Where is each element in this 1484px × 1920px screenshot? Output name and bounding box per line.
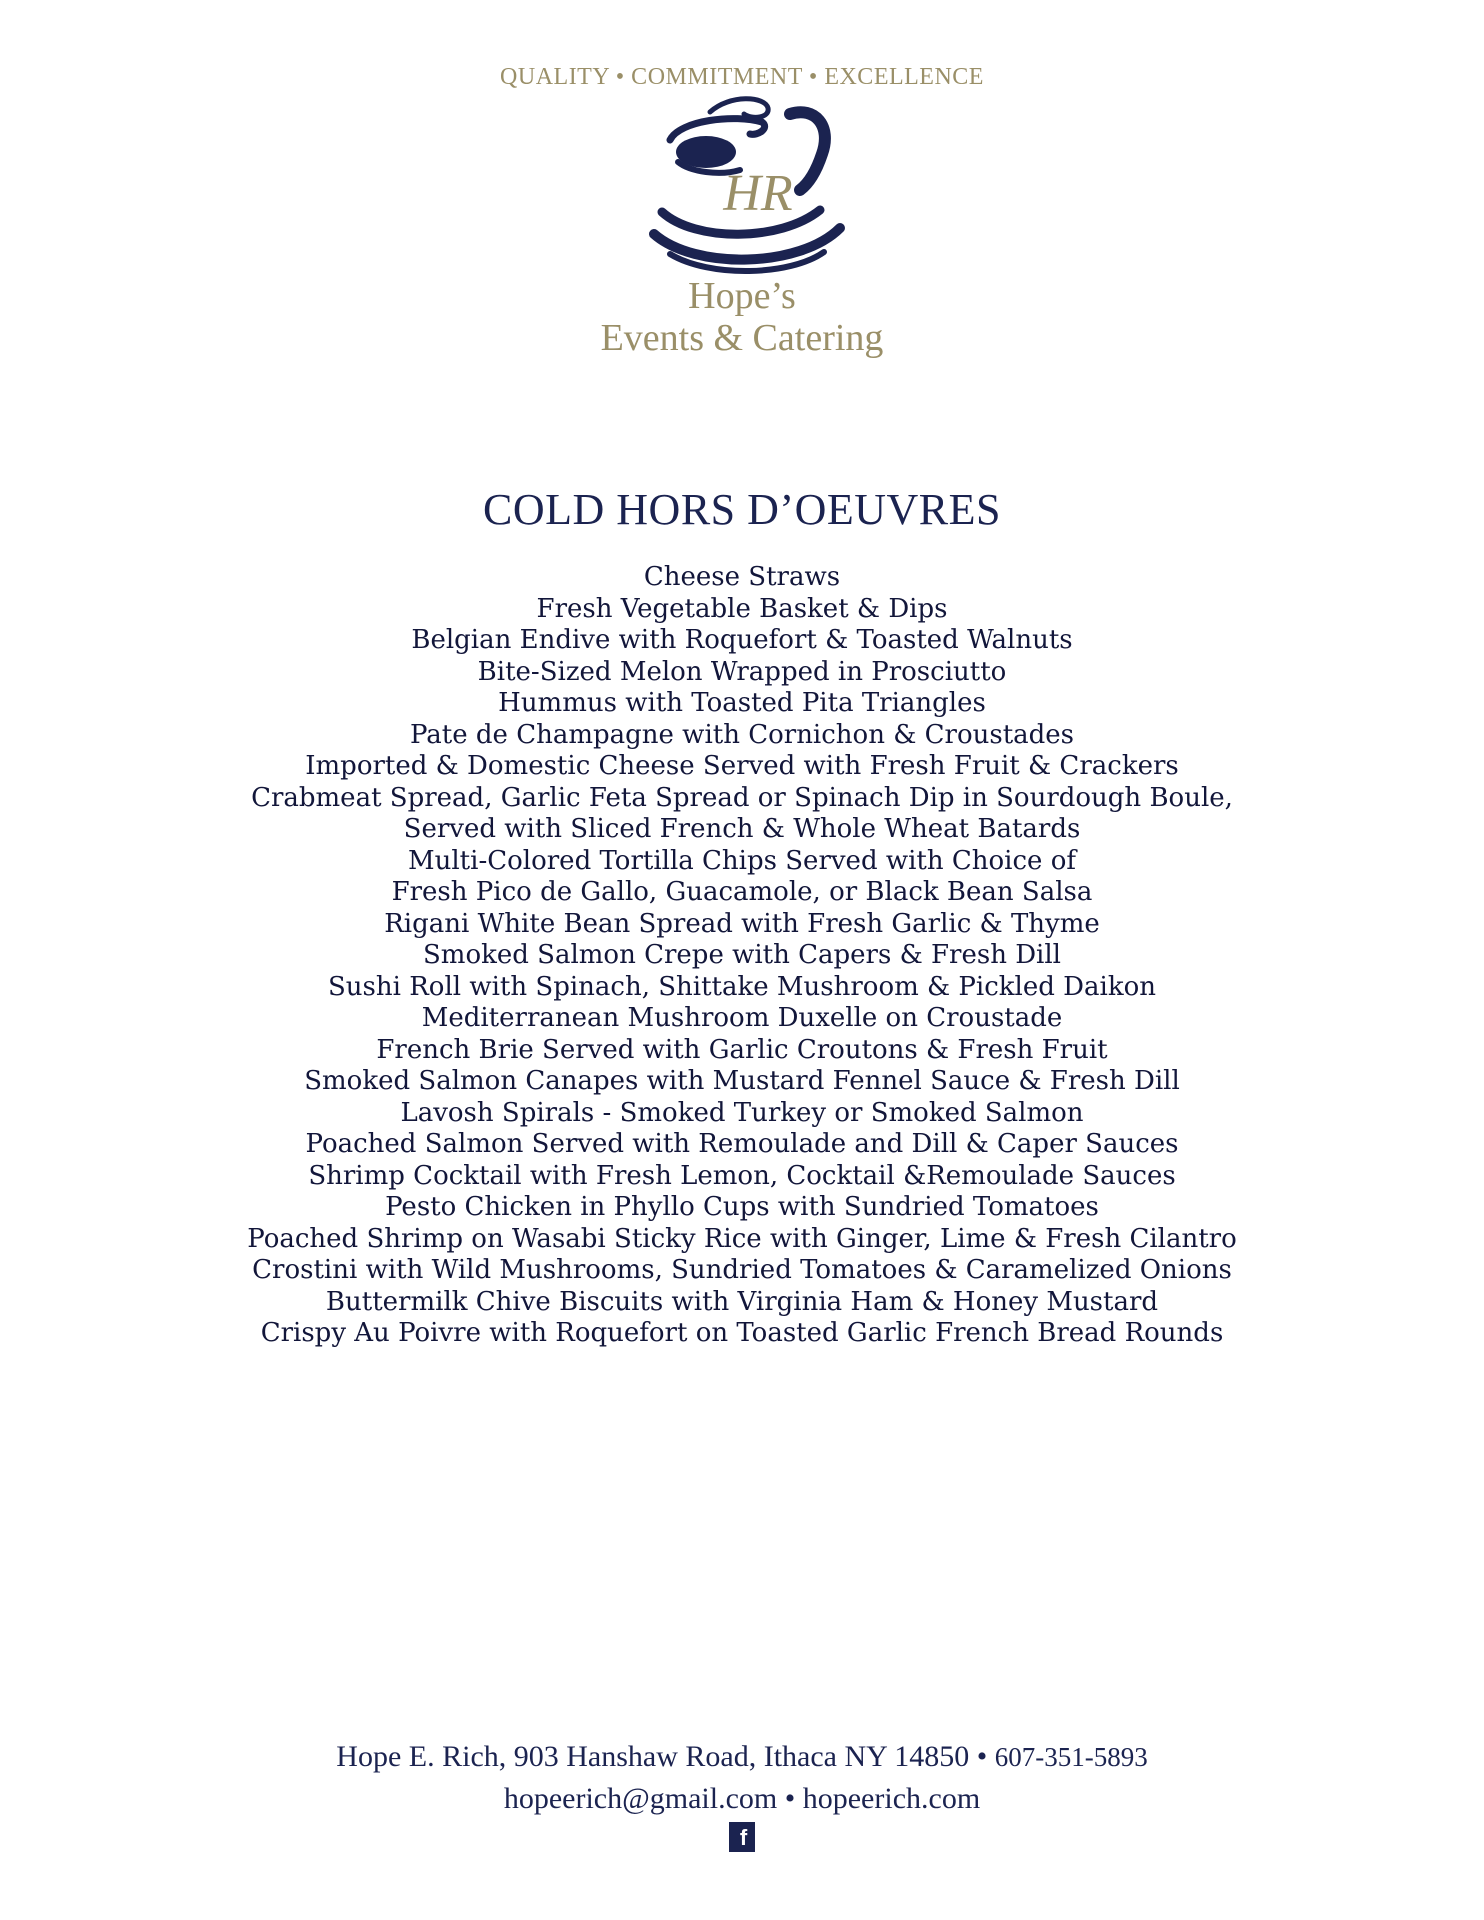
menu-item: Pate de Champagne with Cornichon & Croustades <box>409 719 1075 750</box>
footer-separator: • <box>784 1782 796 1815</box>
menu-item: Crabmeat Spread, Garlic Feta Spread or Spinach Dip in Sourdough Boule, <box>251 782 1233 813</box>
page-title: COLD HORS D’OEUVRES <box>483 485 1001 534</box>
menu-item: Crostini with Wild Mushrooms, Sundried Tomatoes & Caramelized Onions <box>252 1255 1232 1285</box>
menu-item: Belgian Endive with Roquefort & Toasted Walnuts <box>411 625 1073 655</box>
menu-item: Poached Salmon Served with Remoulade and Dill & Caper Sauces <box>305 1129 1179 1159</box>
menu-item: Pesto Chicken in Phyllo Cups with Sundried Tomatoes <box>385 1192 1099 1222</box>
menu-item: Mediterranean Mushroom Duxelle on Croustade <box>421 1003 1063 1033</box>
menu-item: Lavosh Spirals - Smoked Turkey or Smoked Salmon <box>400 1097 1084 1128</box>
menu-item: Shrimp Cocktail with Fresh Lemon, Cocktail &Remoulade Sauces <box>308 1160 1176 1191</box>
footer-address: Hope E. Rich, 903 Hanshaw Road, Ithaca NY 14850 • <box>336 1740 988 1773</box>
menu-item: Smoked Salmon Crepe with Capers & Fresh Dill <box>422 940 1061 970</box>
menu-item: Imported & Domestic Cheese Served with Fresh Fruit & Crackers <box>305 751 1179 781</box>
menu-item: Cheese Straws <box>643 562 841 592</box>
menu-item: French Brie Served with Garlic Croutons & Fresh Fruit <box>376 1034 1108 1065</box>
logo-lid <box>670 119 765 140</box>
menu-item: Crispy Au Poivre with Roquefort on Toasted Garlic French Bread Rounds <box>260 1318 1224 1348</box>
brand-name: Hope’s <box>688 275 796 317</box>
footer-address-line <box>0 1740 1484 1774</box>
footer-email-link[interactable]: hopeerich@gmail.com <box>503 1782 778 1815</box>
brand-subtitle: Events & Catering <box>600 317 884 359</box>
footer-website-link[interactable]: hopeerich.com <box>802 1782 981 1815</box>
footer-phone[interactable]: 607-351-5893 <box>994 1742 1148 1772</box>
hope-catering-logo <box>640 92 860 282</box>
logo-steam-swirl <box>710 99 768 118</box>
menu-item: Poached Shrimp on Wasabi Sticky Rice with Ginger, Lime & Fresh Cilantro <box>247 1223 1237 1254</box>
menu-item: Hummus with Toasted Pita Triangles <box>498 688 986 718</box>
facebook-icon[interactable]: f <box>729 1822 755 1852</box>
menu-item: Fresh Pico de Gallo, Guacamole, or Black Bean Salsa <box>391 877 1093 907</box>
menu-item: Smoked Salmon Canapes with Mustard Fennel Sauce & Fresh Dill <box>304 1066 1180 1096</box>
menu-item: Multi-Colored Tortilla Chips Served with Choice of <box>408 845 1076 876</box>
logo-handle <box>790 112 825 190</box>
tagline: QUALITY • COMMITMENT • EXCELLENCE <box>500 64 984 90</box>
menu-item: Rigani White Bean Spread with Fresh Garlic & Thyme <box>384 908 1100 939</box>
menu-item: Buttermilk Chive Biscuits with Virginia Ham & Honey Mustard <box>325 1286 1159 1317</box>
logo-monogram: HR <box>723 165 793 222</box>
footer-contact-line <box>0 1782 1484 1816</box>
menu-item: Served with Sliced French & Whole Wheat Batards <box>403 814 1081 844</box>
menu-item: Sushi Roll with Spinach, Shittake Mushroom & Pickled Daikon <box>328 971 1156 1002</box>
menu-item: Bite-Sized Melon Wrapped in Prosciutto <box>477 656 1007 687</box>
menu-item: Fresh Vegetable Basket & Dips <box>536 593 948 624</box>
menu-list <box>0 562 1484 1350</box>
